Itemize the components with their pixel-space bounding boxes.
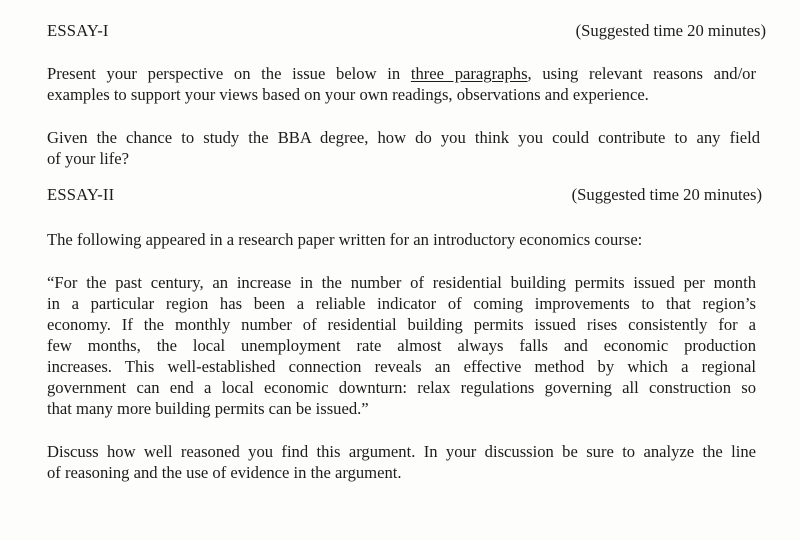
quote-line: few months, the local unemployment rate almost always falls and economic production (47, 336, 756, 355)
essay-2-intro (47, 229, 760, 250)
essay-1-instructions-line-1 (47, 63, 756, 84)
essay-1-title: ESSAY-I (47, 21, 109, 40)
three-paragraphs-underlined: three paragraphs (410, 64, 528, 83)
quote-line: increases. This well-established connection reveals an effective method by which a regional (47, 357, 756, 376)
instruction-text-after: , using relevant reasons and/or (527, 64, 756, 83)
essay-1-instructions (47, 63, 756, 105)
essay-2-quote (47, 272, 756, 419)
quote-line: in a particular region has been a reliable indicator of coming improvements to that region’s (47, 294, 756, 313)
essay-1-suggested-time: (Suggested time 20 minutes) (575, 21, 766, 40)
essay-1-instructions-line-2: examples to support your views based on your own readings, observations and experience. (47, 85, 649, 104)
quote-line: government can end a local economic downturn: relax regulations governing all construction so (47, 378, 756, 397)
essay-1-prompt-line-2: of your life? (47, 149, 130, 168)
essay-1-prompt (47, 127, 760, 169)
discussion-line-2: of reasoning and the use of evidence in the argument. (47, 463, 402, 482)
quote-line: that many more building permits can be issued.” (47, 399, 369, 418)
instruction-text-before: Present your perspective on the issue below in (47, 64, 411, 83)
essay-2-discussion-instructions (47, 441, 756, 483)
essay-2-heading (47, 184, 762, 205)
essay-2-title: ESSAY-II (47, 185, 115, 204)
essay-2-suggested-time: (Suggested time 20 minutes) (571, 185, 762, 204)
essay-2-intro-line: The following appeared in a research paper written for an introductory economics course: (47, 230, 643, 249)
essay-1-heading (47, 20, 766, 41)
quote-line: economy. If the monthly number of residential building permits issued rises consistently for a (47, 315, 756, 334)
discussion-line-1: Discuss how well reasoned you find this argument. In your discussion be sure to analyze the line (47, 442, 756, 461)
essay-1-prompt-line-1: Given the chance to study the BBA degree, how do you think you could contribute to any field (47, 128, 760, 147)
quote-line: “For the past century, an increase in the number of residential building permits issued per month (47, 273, 756, 292)
